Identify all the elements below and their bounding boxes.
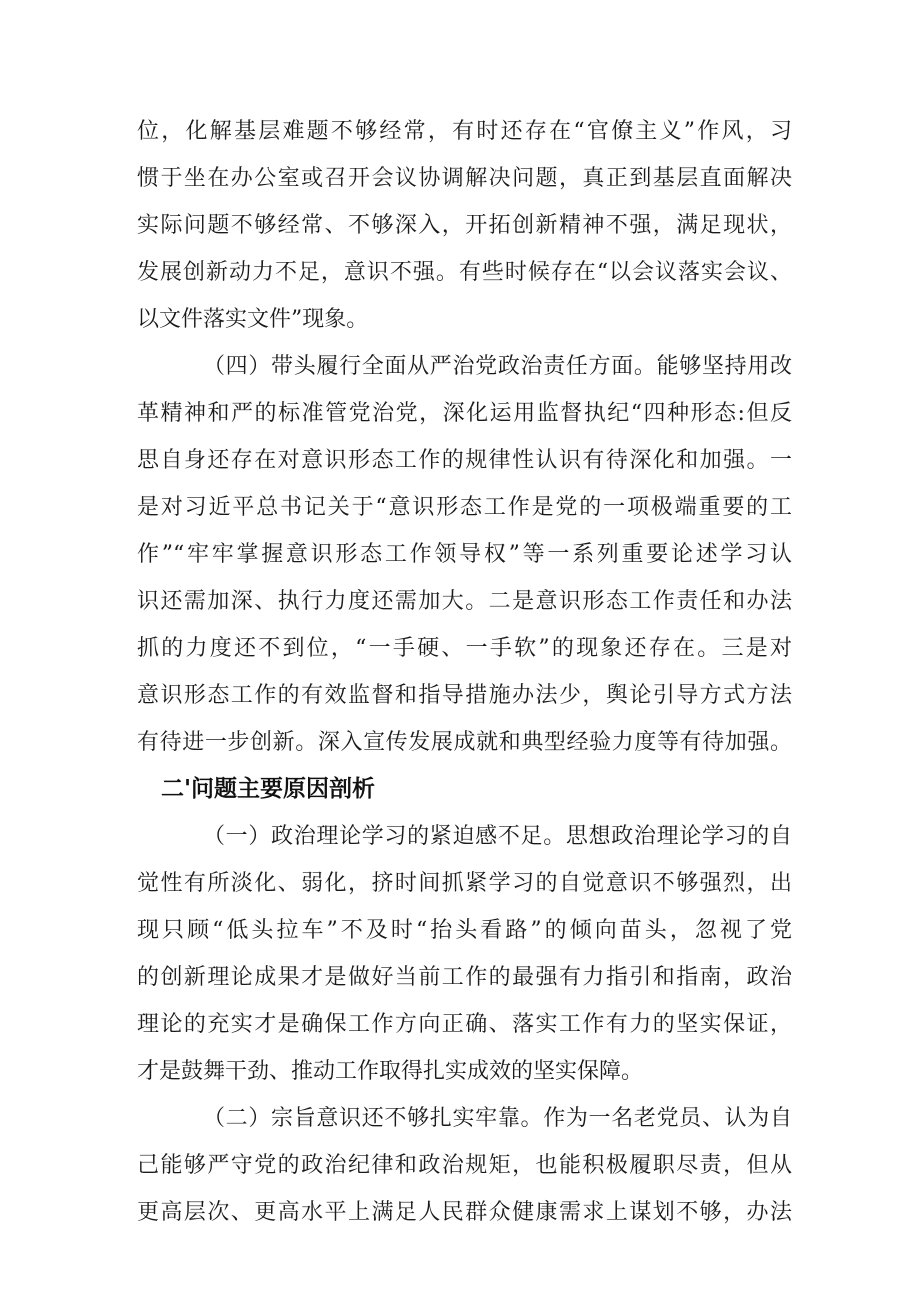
text-line: 位，化解基层难题不够经常，有时还存在“官僚主义”作风，习 [137, 119, 792, 144]
text-line: 是对习近平总书记关于“意识形态工作是党的一项极端重要的工 [137, 495, 792, 520]
paragraph-item-4 [137, 343, 792, 766]
text-line: 以文件落实文件”现象。 [137, 307, 369, 332]
text-line: 革精神和严的标准管党治党，深化运用监督执纪“四种形态:但反 [137, 401, 792, 426]
text-line: （四）带头履行全面从严治党政治责任方面。能够坚持用改 [203, 354, 792, 379]
text-line: 才是鼓舞干劲、推动工作取得扎实成效的坚实保障。 [137, 1059, 644, 1084]
text-line: 惯于坐在办公室或召开会议协调解决问题，真正到基层直面解决 [137, 166, 792, 191]
text-line: 有待进一步创新。深入宣传发展成就和典型经验力度等有待加强。 [137, 730, 792, 755]
text-line: 作”“牢牢掌握意识形态工作领导权”等一系列重要论述学习认 [137, 542, 792, 567]
text-line: 发展创新动力不足，意识不强。有些时候存在“以会议落实会议、 [137, 260, 792, 285]
text-line: 抓的力度还不到位，“一手硬、一手软”的现象还存在。三是对 [137, 636, 792, 661]
paragraph-reason-1 [137, 813, 792, 1095]
text-line: 己能够严守党的政治纪律和政治规矩，也能积极履职尽责，但从 [137, 1153, 792, 1178]
text-line: 现只顾“低头拉车”不及时“抬头看路”的倾向苗头，忽视了党 [137, 918, 792, 943]
text-line: （一）政治理论学习的紧迫感不足。思想政治理论学习的自 [203, 824, 792, 849]
text-line: 意识形态工作的有效监督和指导措施办法少，舆论引导方式方法 [137, 683, 792, 708]
text-line: 思自身还存在对意识形态工作的规律性认识有待深化和加强。一 [137, 448, 792, 473]
document-body [137, 108, 792, 1236]
text-line: 实际问题不够经常、不够深入，开拓创新精神不强，满足现状， [137, 213, 792, 238]
text-line: 理论的充实才是确保工作方向正确、落实工作有力的坚实保证， [137, 1012, 792, 1037]
section-heading: 二'问题主要原因剖析 [161, 776, 376, 802]
text-line: （二）宗旨意识还不够扎实牢靠。作为一名老党员、认为自 [203, 1106, 792, 1131]
paragraph-reason-2 [137, 1095, 792, 1236]
text-line: 的创新理论成果才是做好当前工作的最强有力指引和指南，政治 [137, 965, 792, 990]
text-line: 更高层次、更高水平上满足人民群众健康需求上谋划不够，办法 [137, 1200, 792, 1225]
text-line: 识还需加深、执行力度还需加大。二是意识形态工作责任和办法 [137, 589, 792, 614]
paragraph-continuation [137, 108, 792, 343]
text-line: 觉性有所淡化、弱化，挤时间抓紧学习的自觉意识不够强烈，出 [137, 871, 792, 896]
